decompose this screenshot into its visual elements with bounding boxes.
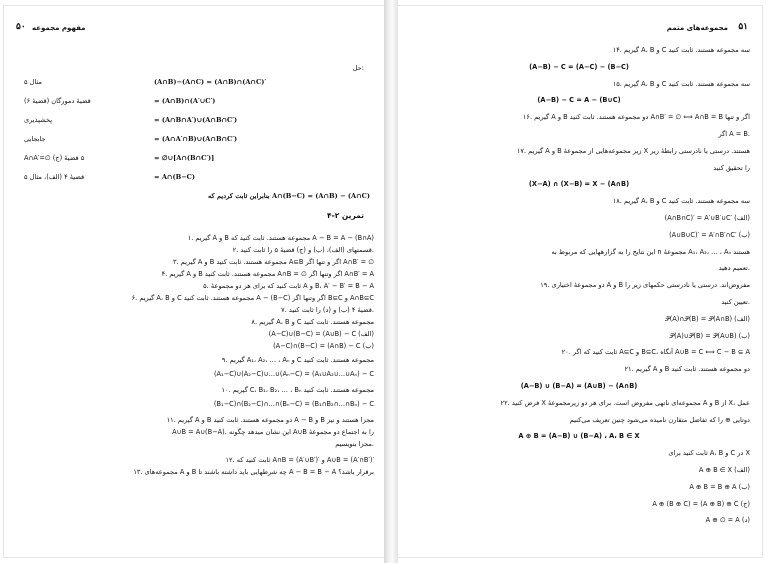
- exercise-line: ۱. گیریم A و B مجموعه هستند. ثابت کنید که A − B = A − (B∩A): [187, 234, 374, 242]
- derivation-step: = ∅∪[A∩(B∩C′)]: [154, 154, 215, 162]
- exercise-line: (A−B) − C = A − (B∪C): [537, 96, 621, 105]
- exercise-line: ۱۴. گیریم A، B و C سه مجموعه هستند. ثابت کنید: [612, 46, 750, 54]
- conclusion: بنابراین ثابت کردیم که A∩(B−C) = (A∩B) − (A∩C): [208, 192, 370, 200]
- derivation-step: = (A∩B∩A′)∪(A∩B∩C′): [154, 116, 238, 124]
- exercise-line: ۱۸. گیریم A، B و C سه مجموعه هستند. ثابت کنید: [612, 197, 750, 206]
- exercise-title: تمرین ۲-۴: [327, 211, 364, 220]
- derivation-reason: مثال ۵: [24, 78, 42, 86]
- exercise-line: ۹. گیریم A₁، A₂، … ، Aₙ و C مجموعه هستند. ثابت کنید: [221, 356, 374, 364]
- exercise-line: ۱۶. گیریم A و B دو مجموعه هستند. ثابت کنید A∩B′ = ∅ ⟺ A∩B = B اگر و تنها: [522, 113, 750, 122]
- exercise-line: (B₁−C)∩(B₂−C)∩…∩(Bₙ−C) = (B₁∩B₂∩…∩Bₙ) − C: [213, 400, 374, 408]
- exercise-line: ۴. گیریم A و B مجموعه هستند. ثابت کنید A∩B = ∅ اگر وتنها اگر A∩B′ = A: [161, 270, 374, 278]
- exercise-line: دوتایی ⊕ را که تفاضل متقارن نامیده می‌شود چنین تعریف می‌کنیم: [569, 415, 750, 424]
- derivation-reason: قضیهٔ ۴ (الف)، مثال ۵: [24, 173, 85, 181]
- derivation-step: = (A∩A′∩B)∪(A∩B∩C′): [154, 135, 238, 143]
- exercise-line: ۲۱. گیریم A و B دو مجموعه هستند. ثابت کنید: [624, 365, 750, 374]
- exercise-line: (A−C)∪(B−C) = (A∪B) − C (الف): [268, 330, 374, 338]
- exercise-line: (A₁−C)∪(A₂−C)∪…∪(Aₙ−C) = (A₁∪A₂∪…∪Aₙ) − C: [213, 370, 374, 378]
- exercise-line: ۶. گیریم A، B و C مجموعه هستند. ثابت کنید A − (B−C) اگر وتنها اگر B⊆C و A∩B⊆C: [131, 294, 374, 302]
- exercise-line: ۷. قضیهٔ ۴ (ب) و (د) را ثابت کنید.: [281, 306, 374, 314]
- exercise-line: A ⊕ ∅ = A (د): [705, 516, 750, 525]
- exercise-line: ۲. قسمتهای (الف)، (ب) و (ج) قضیهٔ ۵ را ثابت کنید.: [232, 246, 374, 254]
- exercise-line: A∪B = A∪(B−A). این نشان میدهد چگونه A∪B را به اجتماع دو مجموعهٔ: [172, 428, 374, 436]
- exercise-line: ۲۰. ثابت کنید که اگر A⊆C و B⊆C، آنگاه A∪B = C ⟺ C − B ⊆ A: [561, 348, 750, 357]
- solution-label: حل:: [352, 64, 364, 72]
- exercise-line: (A∪B∪C)′ = A′∩B′∩C′ (ب): [669, 230, 750, 239]
- exercise-line: ۱۰. گیریم C، B₁، B₂، … ، Bₙ مجموعه هستند. ثابت کنید: [221, 386, 374, 394]
- derivation-reason: قضیهٔ دمورگان (قضیهٔ ۶): [24, 97, 91, 105]
- derivation-reason: A∩A′=∅ (ج) ۵ قضیهٔ: [24, 154, 85, 162]
- exercise-line: تعیین کنید.: [721, 298, 750, 306]
- exercise-line: A ⊕ B = B ⊕ A (ب): [689, 482, 750, 491]
- exercise-line: (A−C)∩(B−C) = (A∩B) − C (ب): [273, 342, 374, 350]
- left-page-header: مفهوم مجموعه: [32, 24, 86, 32]
- derivation-step: = A∩(B−C): [154, 173, 196, 181]
- exercise-line: ۲۲. فرض کنید X مجموعه‌ای ناتهی مفروض است. برای هر دو زیرمجموعهٔ A و B از X، عمل: [500, 398, 750, 407]
- exercise-line: ۵. ثابت کنید که برای هر دو مجموعهٔ A و B، A′ − B′ = B − A: [203, 282, 374, 290]
- derivation-step: (A∩B)−(A∩C) = (A∩B)∩(A∩C)′: [154, 78, 267, 86]
- exercise-line: ۱۲. ثابت کنید که A∩B = (A′∪B′)′ و A∪B = (A′∩B′)′: [225, 456, 374, 464]
- exercise-line: (X−A) ∩ (X−B) = X − (A∩B): [528, 180, 630, 189]
- book-spine: [384, 0, 398, 563]
- exercise-line: ۳. گیریم A و B مجموعه هستند. ثابت کنید A⊆B اگر و تنها اگر A∩B′ = ∅: [172, 258, 374, 266]
- exercise-line: (A∩B∩C)′ = A′∪B′∪C′ (الف): [664, 214, 750, 222]
- derivation-reason: جابجایی: [24, 135, 46, 143]
- derivation-reason: پخشپذیری: [24, 116, 53, 124]
- exercise-line: (A−B) ∪ (B−A) = (A∪B) − (A∩B): [520, 382, 638, 390]
- left-page-number: ۵۰: [16, 22, 26, 32]
- exercise-line: تعمیم دهید.: [718, 264, 750, 273]
- exercise-line: مجزا بنویسیم.: [335, 440, 374, 448]
- exercise-line: A ⊕ B ∈ X (الف): [698, 466, 750, 474]
- exercise-line: A ⊕ B = (A−B) ∪ (B−A) ، A، B ∈ X: [518, 432, 640, 441]
- exercise-line: (A−B) − C = (A−C) − (B−C): [529, 62, 629, 71]
- exercise-line: ۱۷. گیریم A و B زیر مجموعه‌هایی از مجموعهٔ X هستند. درستی یا نادرستی رابطهٔ زیر: [516, 146, 750, 155]
- exercise-line: ۱۱. گیریم A و B دو مجموعه هستند. ثابت کنید A − B و B مجزا هستند و نیز: [166, 416, 374, 424]
- exercise-line: ۱۳. مجموعه‌های A و B چه شرطهایی باید داشته باشند تا A − B = B − A برقرار باشد؟: [133, 468, 374, 476]
- right-page-number: ۵۱: [738, 22, 748, 32]
- exercise-line: A ⊕ (B ⊕ C) = (A ⊕ B) ⊕ C (ج): [652, 499, 750, 508]
- derivation-step: = (A∩B)∩(A′∪C′): [154, 97, 216, 105]
- exercise-line: ۸. گیریم A، B و C مجموعه هستند. ثابت کنید: [251, 318, 374, 326]
- exercise-line: ۱۵. گیریم A، B و C سه مجموعه هستند. ثابت کنید: [612, 79, 750, 88]
- exercise-line: 𝒫(A)∪𝒫(B) = 𝒫(A∪B) (ب): [669, 331, 750, 340]
- exercise-line: 𝒫(A)∩𝒫(B) = 𝒫(A∩B) (الف): [664, 314, 750, 323]
- exercise-line: را تحقیق کنید: [713, 163, 750, 172]
- exercise-line: این نتایج را به گزارههایی که مربوط به n مجموعهٔ A₁، A₂، … ، Aₙ هستند: [551, 247, 750, 256]
- right-page: [398, 6, 762, 557]
- exercise-line: اگر A = B.: [718, 130, 750, 138]
- exercise-line: ثابت کنید برای A، B و C در X: [668, 449, 750, 458]
- exercise-line: ۱۹. دو مجموعهٔ اختیاری A و B مفروض‌اند. درستی یا نادرستی حکمهای زیر را: [540, 281, 750, 290]
- left-page: [4, 6, 384, 557]
- right-page-header: مجموعه‌های متمم: [666, 24, 728, 32]
